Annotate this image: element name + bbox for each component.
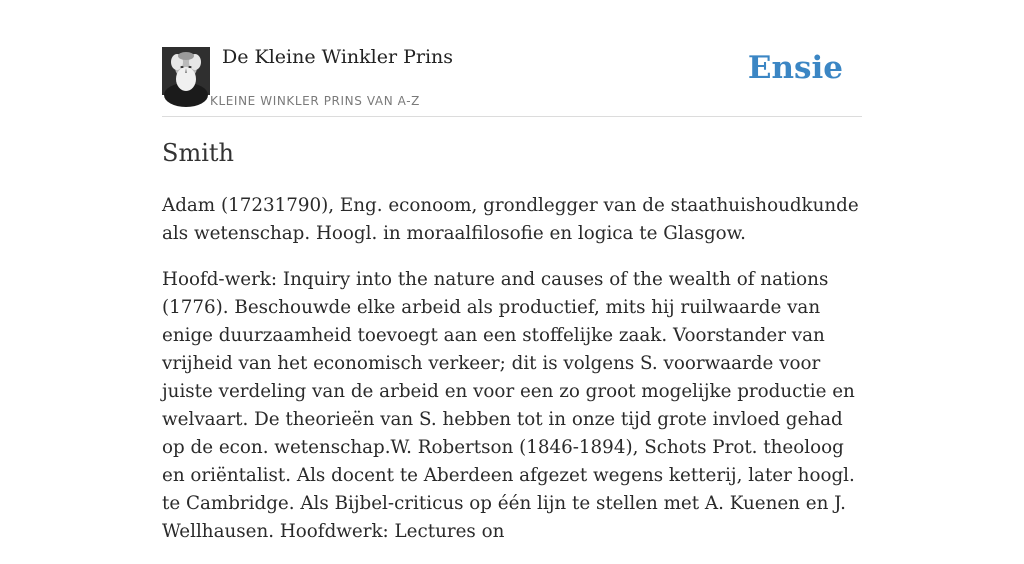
header [162, 0, 862, 117]
entry-paragraph: Adam (17231790), Eng. econoom, grondlegger van de staathuishoudkunde als wetenschap. Hoogl. in moraalfilosofie en logica te Glasgow. [162, 195, 859, 244]
page [162, 0, 862, 542]
source-title[interactable]: De Kleine Winkler Prins [222, 46, 454, 68]
source-subtitle[interactable]: KLEINE WINKLER PRINS VAN A-Z [210, 94, 420, 108]
avatar[interactable] [162, 47, 210, 95]
bearded-man-portrait-icon [162, 47, 210, 95]
entry-paragraph: Hoofd-werk: Inquiry into the nature and causes of the wealth of nations (1776). Beschouwde elke arbeid als productief, mits hij ruilwaarde van enige duurzaamheid toevoegt aan een stoffelijke zaak. Voorstander van vrijheid van het economisch verkeer; dit is volgens S. voorwaarde voor juiste verdeling van de arbeid en voor een zo groot mogelijke productie en welvaart. De theorieën van S. hebben tot in onze tijd grote invloed gehad op de econ. wetenschap.W. Robertson (1846-1894), Schots Prot. theoloog en oriëntalist. Als docent te Aberdeen afgezet wegens ketterij, later hoogl. te Cambridge. Als Bijbel-criticus op één lijn te stellen met A. Kuenen en J. Wellhausen. Hoofdwerk: Lectures on [162, 269, 855, 542]
entry-content [162, 192, 862, 564]
entry-title: Smith [162, 139, 234, 167]
brand-logo[interactable]: Ensie [747, 50, 843, 86]
